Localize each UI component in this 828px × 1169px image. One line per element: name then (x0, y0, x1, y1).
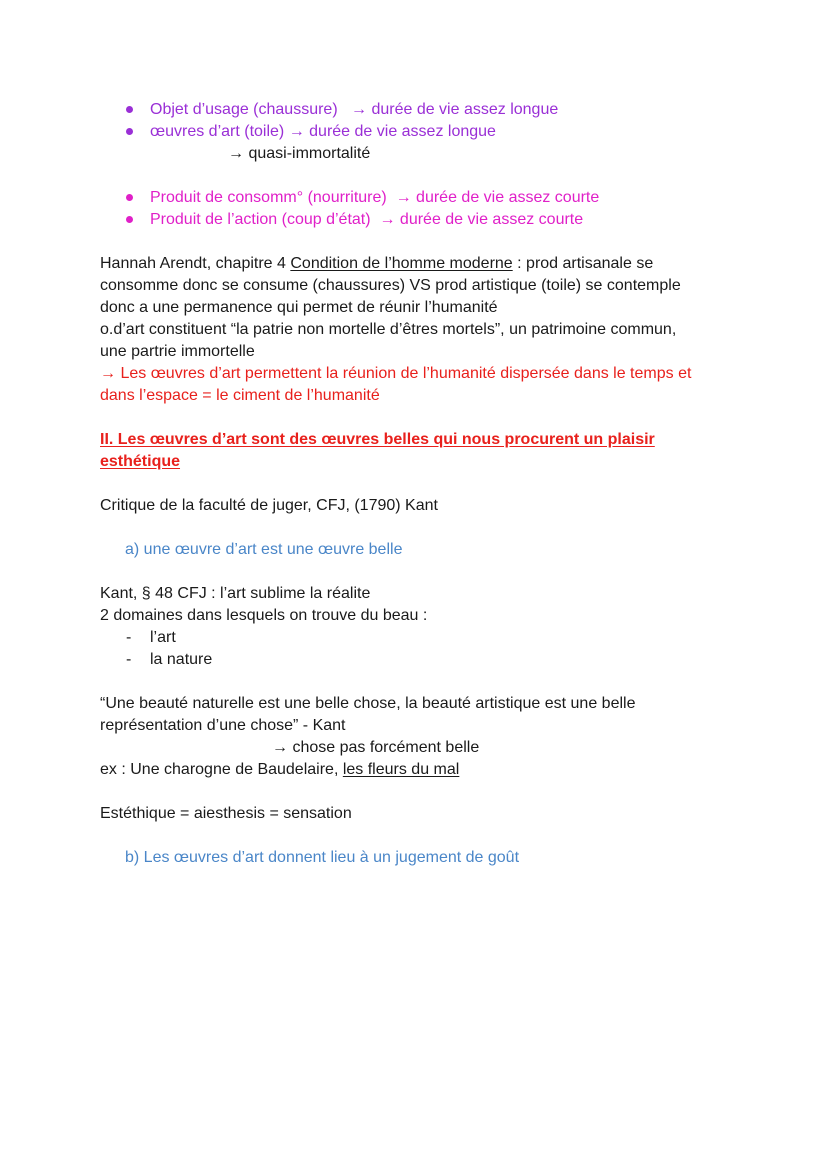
arendt-line-1: Hannah Arendt, chapitre 4 Condition de l’homme moderne : prod artisanale se (100, 255, 654, 272)
example-book-title: les fleurs du mal (342, 761, 460, 778)
kant-line-1: Kant, § 48 CFJ : l’art sublime la réalite (100, 585, 371, 602)
kant-line-2: 2 domaines dans lesquels on trouve du beau : (100, 607, 428, 624)
durable-note: → quasi-immortalité (228, 145, 371, 162)
arendt-line-2: consomme donc se consume (chaussures) VS prod artistique (toile) se contemple (100, 277, 681, 294)
list-item-ephemeral-1: Produit de consomm° (nourriture) → durée de vie assez courte (150, 189, 600, 206)
aesthetics-definition: Estéthique = aiesthesis = sensation (100, 805, 352, 822)
subheading-b: b) Les œuvres d’art donnent lieu à un jugement de goût (125, 849, 520, 866)
quote-line-1: “Une beauté naturelle est une belle chose, la beauté artistique est une belle (100, 695, 636, 712)
bullet-icon (126, 216, 133, 223)
conclusion-line-2: dans l’espace = le ciment de l’humanité (100, 387, 380, 404)
quote-note: → chose pas forcément belle (272, 739, 480, 756)
arendt-line-4: o.d’art constituent “la patrie non mortelle d’êtres mortels”, un patrimoine commun, (100, 321, 677, 338)
bullet-icon (126, 128, 133, 135)
arendt-line-5: une partrie immortelle (100, 343, 255, 360)
domain-item-1: l’art (150, 629, 176, 646)
conclusion-line-1: → Les œuvres d’art permettent la réunion de l’humanité dispersée dans le temps et (100, 365, 692, 382)
list-item-durable-2: œuvres d’art (toile) → durée de vie assez longue (150, 123, 496, 140)
book-title: Condition de l’homme moderne (290, 255, 513, 272)
bullet-icon (126, 106, 133, 113)
list-item-durable-1: Objet d’usage (chaussure) → durée de vie assez longue (150, 101, 559, 118)
arendt-line-3: donc a une permanence qui permet de réunir l’humanité (100, 299, 498, 316)
list-item-ephemeral-2: Produit de l’action (coup d’état) → durée de vie assez courte (150, 211, 584, 228)
dash-marker: - (126, 629, 132, 646)
domain-item-2: la nature (150, 651, 213, 668)
bullet-icon (126, 194, 133, 201)
example-line: ex : Une charogne de Baudelaire, les fleurs du mal (100, 761, 460, 778)
section-heading-line-2: esthétique (100, 453, 181, 470)
subheading-a: a) une œuvre d’art est une œuvre belle (125, 541, 403, 558)
section-heading-line-1: II. Les œuvres d’art sont des œuvres belles qui nous procurent un plaisir (100, 431, 655, 448)
dash-marker: - (126, 651, 132, 668)
source-citation: Critique de la faculté de juger, CFJ, (1790) Kant (100, 497, 438, 514)
quote-line-2: représentation d’une chose” - Kant (100, 717, 346, 734)
